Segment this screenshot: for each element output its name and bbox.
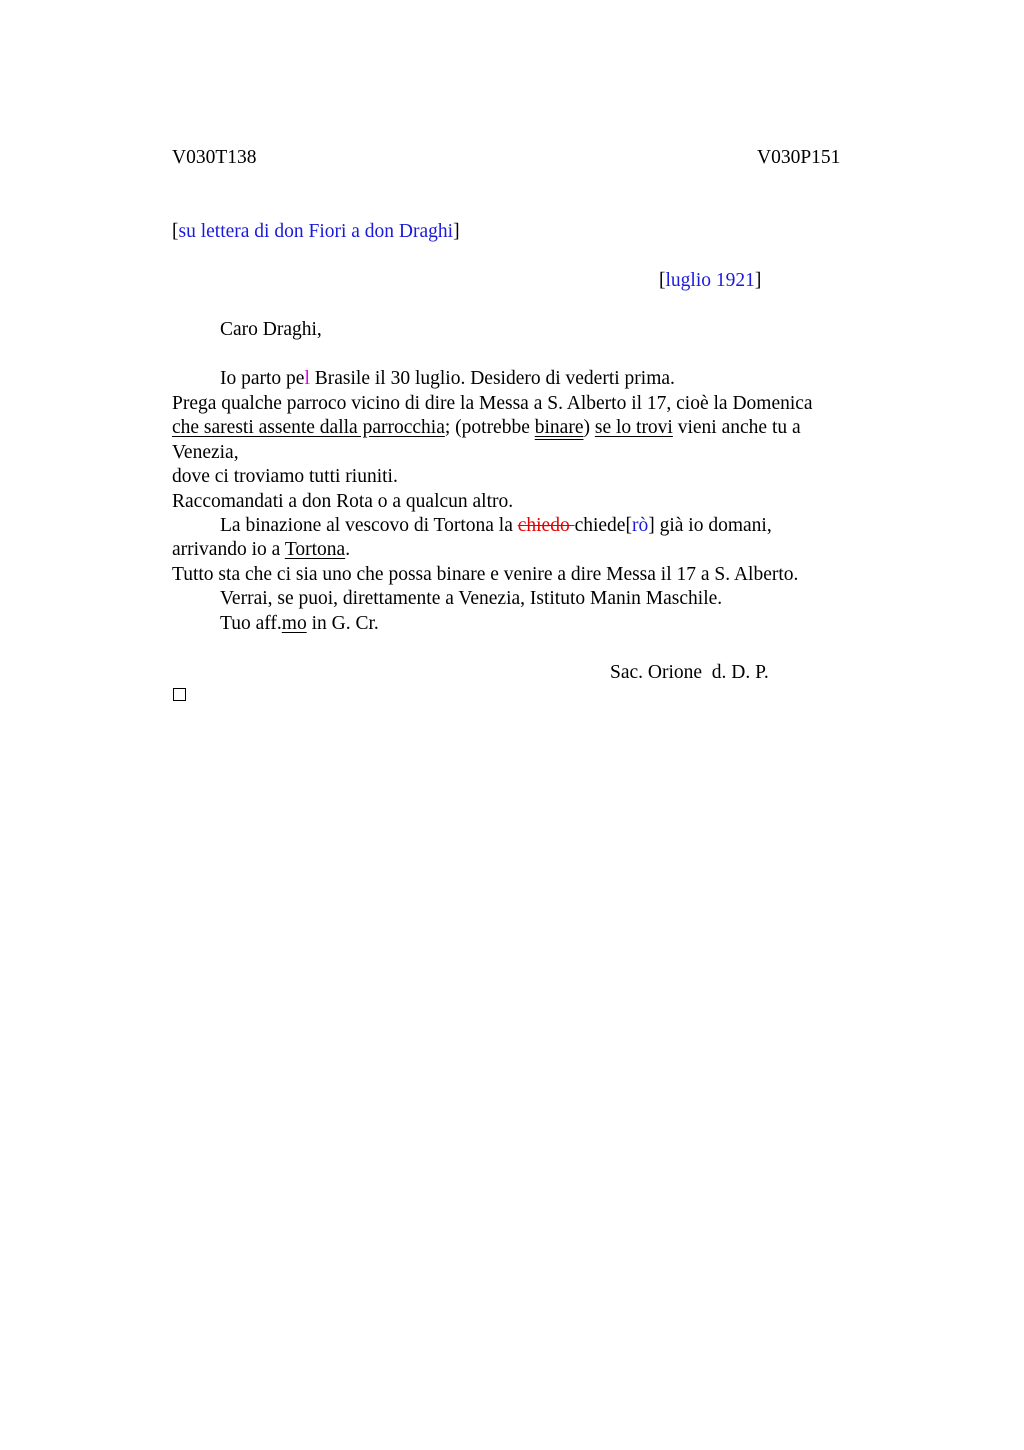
text-segment: La binazione al vescovo di Tortona la <box>220 515 518 536</box>
signature: Sac. Orione d. D. P. <box>610 662 769 683</box>
editorial-insertion: rò <box>631 515 649 536</box>
body-line-9: Tutto sta che ci sia uno che possa binare e venire a dire Messa il 17 a S. Alberto. <box>172 564 799 585</box>
body-line-7 <box>220 514 772 538</box>
date-close-bracket: ] <box>754 270 762 291</box>
editorial-note <box>172 220 460 244</box>
double-underlined-text: binare <box>534 417 584 438</box>
note-open-bracket: [ <box>172 221 179 242</box>
text-segment: ] già io domani, <box>648 515 772 536</box>
text-segment: vieni anche tu a <box>672 417 801 438</box>
text-segment: ; (potrebbe <box>444 417 535 438</box>
underlined-text: che saresti assente dalla parrocchia <box>172 417 445 438</box>
text-segment: Tuo aff. <box>220 613 282 634</box>
text-segment: arrivando io a <box>172 539 285 560</box>
inserted-letter: l <box>304 368 310 389</box>
date-open-bracket: [ <box>659 270 666 291</box>
body-line-3 <box>172 416 801 440</box>
note-text: su lettera di don Fiori a don Draghi <box>178 221 454 242</box>
checkbox-icon <box>173 688 186 701</box>
text-segment: in G. Cr. <box>306 613 379 634</box>
body-line-5: dove ci troviamo tutti riuniti. <box>172 466 398 487</box>
closing-line <box>220 612 379 636</box>
underlined-text: mo <box>281 613 307 634</box>
body-line-8 <box>172 538 350 562</box>
body-line-4: Venezia, <box>172 442 239 463</box>
text-segment: Brasile il 30 luglio. Desidero di vederti prima. <box>309 368 675 389</box>
text-segment: chiede[ <box>574 515 632 536</box>
text-segment: ) <box>583 417 595 438</box>
text-segment: . <box>345 539 351 560</box>
document-code-right: V030P151 <box>757 147 841 168</box>
body-line-6: Raccomandati a don Rota o a qualcun altro. <box>172 491 514 512</box>
deleted-text: chiedo <box>517 515 575 536</box>
body-line-2: Prega qualche parroco vicino di dire la Messa a S. Alberto il 17, cioè la Domenica <box>172 393 813 414</box>
text-segment: Io parto pe <box>220 368 305 389</box>
document-code-left: V030T138 <box>172 147 257 168</box>
note-close-bracket: ] <box>453 221 460 242</box>
body-line-10: Verrai, se puoi, direttamente a Venezia, Istituto Manin Maschile. <box>220 588 723 609</box>
body-line-1 <box>220 367 675 391</box>
salutation: Caro Draghi, <box>220 319 322 340</box>
underlined-text: Tortona <box>284 539 346 560</box>
underlined-text: se lo trovi <box>594 417 673 438</box>
letter-date <box>659 269 761 293</box>
date-text: luglio 1921 <box>665 270 755 291</box>
